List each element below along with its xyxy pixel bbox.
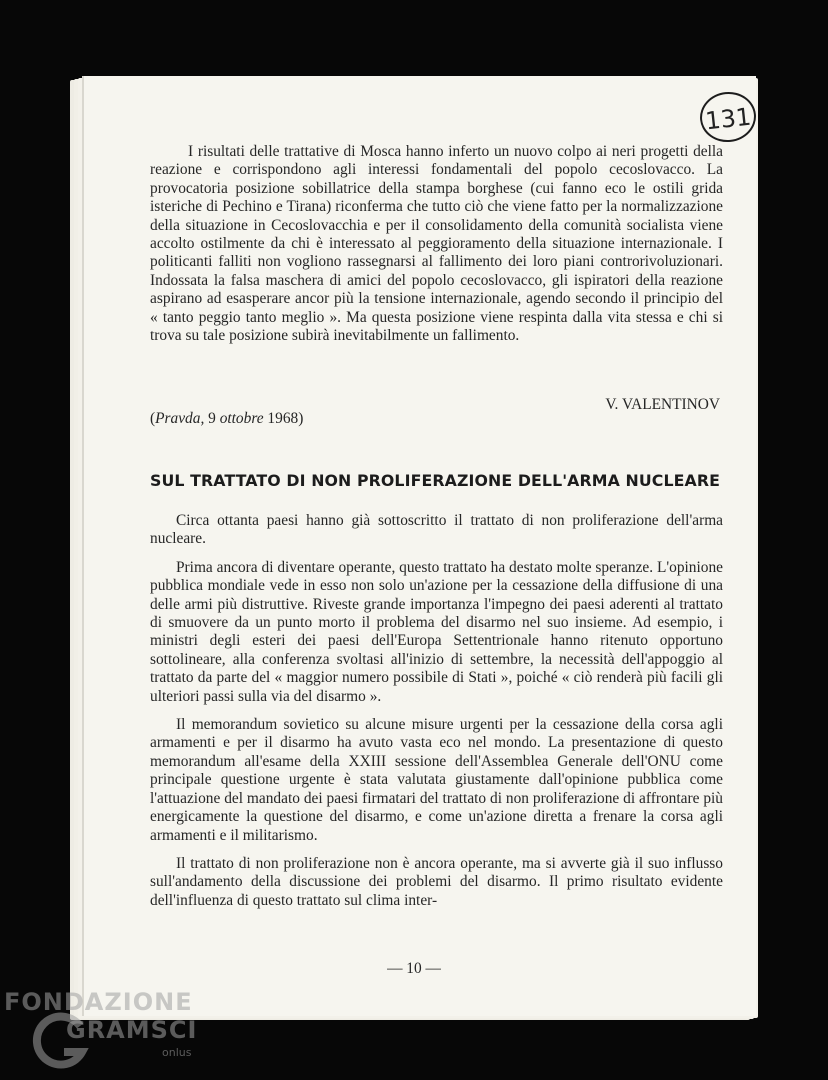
article2-paragraph: Circa ottanta paesi hanno già sottoscritto il trattato di non proliferazione dell'arma nucleare. xyxy=(150,512,723,548)
source-month: ottobre xyxy=(219,410,264,427)
article1-signature: V. VALENTINOV xyxy=(605,396,720,413)
watermark-line2: GRAMSCI xyxy=(66,1016,198,1044)
article2-paragraph: Prima ancora di diventare operante, questo trattato ha destato molte speranze. L'opinione pubblica mondiale vede in esso non solo un'azione per la cessazione della diffusione di una delle armi più distruttive. Riveste grande importanza l'impegno dei paesi aderenti al trattato di smuovere da un punto morto il problema del disarmo nel suo insieme. Ad esempio, i ministri degli esteri dei paesi dell'Europa Settentrionale hanno ritenuto opportuno sottolineare, alla conferenza svoltasi all'inizio di settembre, la necessità dell'appoggio al trattato da parte del « maggior numero possibile di Stati », poiché « ciò renderà più facili gli ulteriori passi sulla via del disarmo ». xyxy=(150,558,723,705)
article1-source xyxy=(150,410,303,428)
article2-paragraph: Il trattato di non proliferazione non è ancora operante, ma si avverte già il suo influsso sull'andamento della discussione dei problemi del disarmo. Il primo risultato evidente dell'influenza di questo trattato sul clima inter- xyxy=(150,854,723,909)
watermark-onlus: onlus xyxy=(162,1046,192,1059)
article2-heading: SUL TRATTATO DI NON PROLIFERAZIONE DELL'ARMA NUCLEARE xyxy=(150,471,720,490)
handwritten-page-number: 131 xyxy=(698,89,759,145)
source-day: 9 xyxy=(204,410,220,427)
footer-page-number: — 10 — xyxy=(387,960,441,977)
watermark-line1: FONDAZIONE xyxy=(4,988,193,1016)
article1-body xyxy=(150,143,723,345)
article2-paragraph: Il memorandum sovietico su alcune misure urgenti per la cessazione della corsa agli armamenti e per il disarmo ha avuto vasta eco nel mondo. La presentazione di questo memorandum all'esame della XXIII sessione dell'Assemblea Generale dell'ONU come principale questione urgente è stata valutata giustamente dall'opinione pubblica come l'attuazione del mandato dei paesi firmatari del trattato di non proliferazione di affrontare più energicamente la questione del disarmo, e come un'azione diretta a frenare la corsa agli armamenti e il militarismo. xyxy=(150,716,723,844)
article1-paragraph: I risultati delle trattative di Mosca hanno inferto un nuovo colpo ai neri progetti della reazione e corrispondono agli interessi fondamentali del popolo cecoslovacco. La provocatoria posizione sobillatrice della stampa borghese (cui fanno eco le ostili grida isteriche di Pechino e Tirana) riconferma che tutto ciò che viene fatto per la normalizzazione della situazione in Cecoslovacchia e per il consolidamento della comunità socialista viene accolto ostilmente da chi è interessato al peggioramento della situazione internazionale. I politicanti falliti non vogliono rassegnarsi al fallimento dei loro piani controrivoluzionari. Indossata la falsa maschera di amici del popolo cecoslovacco, gli ispiratori della reazione aspirano ad esasperare ancor più la tensione internazionale, agendo secondo il principio del « tanto peggio tanto meglio ». Ma questa posizione viene respinta dalla vita stessa e chi si trova su tale posizione subirà inevitabilmente un fallimento. xyxy=(150,143,723,345)
fondazione-gramsci-watermark xyxy=(4,988,214,1074)
source-year: 1968) xyxy=(263,410,304,427)
source-open: ( xyxy=(150,410,156,427)
article2-body xyxy=(150,512,723,920)
source-name: Pravda, xyxy=(155,410,205,427)
